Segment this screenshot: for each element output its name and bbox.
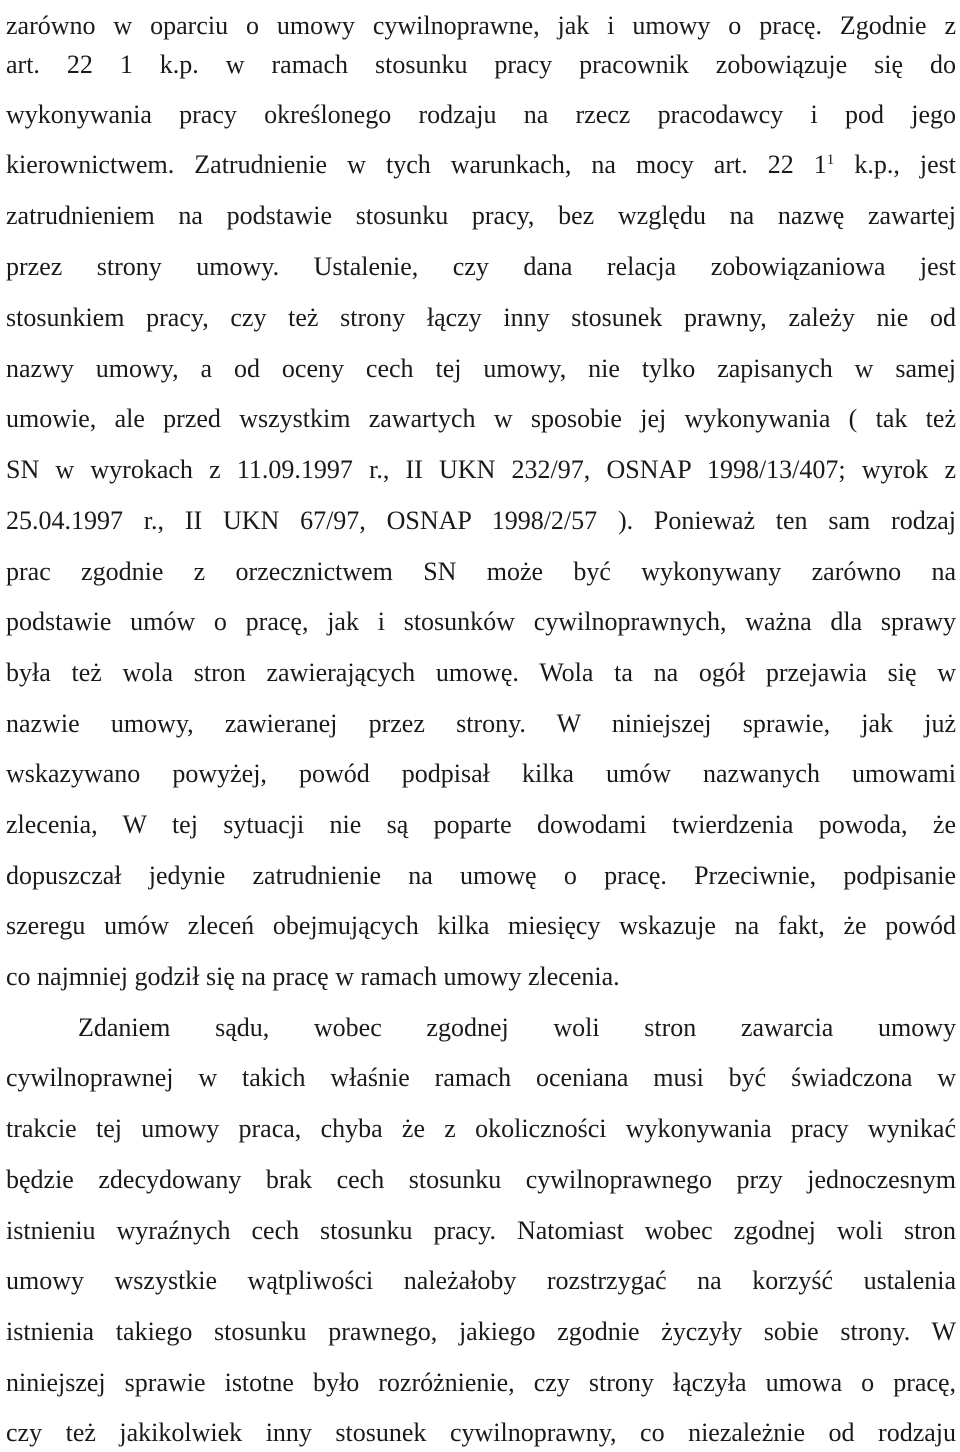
text-line: 25.04.1997 r., II UKN 67/97, OSNAP 1998/2/57 ). Ponieważ ten sam rodzaj: [6, 506, 956, 535]
text-line: czy też jakikolwiek inny stosunek cywilnoprawny, co niezależnie od rodzaju: [6, 1418, 956, 1447]
text-line-with-superscript: [6, 147, 956, 183]
document-page: [6, 0, 956, 1452]
text-line: wykonywania pracy określonego rodzaju na rzecz pracodawcy i pod jego: [6, 100, 956, 129]
text-line: nazwy umowy, a od oceny cech tej umowy, nie tylko zapisanych w samej: [6, 354, 956, 383]
text-line: była też wola stron zawierających umowę. Wola ta na ogół przejawia się w: [6, 658, 956, 687]
text-line: zlecenia, W tej sytuacji nie są poparte dowodami twierdzenia powoda, że: [6, 810, 956, 839]
text-segment: k.p., jest: [834, 150, 956, 179]
text-line: art. 22 1 k.p. w ramach stosunku pracy pracownik zobowiązuje się do: [6, 50, 956, 79]
text-line: dopuszczał jedynie zatrudnienie na umowę o pracę. Przeciwnie, podpisanie: [6, 861, 956, 890]
text-line: wskazywano powyżej, powód podpisał kilka umów nazwanych umowami: [6, 759, 956, 788]
text-line: przez strony umowy. Ustalenie, czy dana relacja zobowiązaniowa jest: [6, 252, 956, 281]
text-line: będzie zdecydowany brak cech stosunku cywilnoprawnego przy jednoczesnym: [6, 1165, 956, 1194]
text-segment: kierownictwem. Zatrudnienie w tych warunkach, na mocy art. 22 1: [6, 150, 827, 179]
text-line: umowy wszystkie wątpliwości należałoby rozstrzygać na korzyść ustalenia: [6, 1266, 956, 1295]
text-line: umowie, ale przed wszystkim zawartych w sposobie jej wykonywania ( tak też: [6, 404, 956, 433]
text-line: cywilnoprawnej w takich właśnie ramach oceniana musi być świadczona w: [6, 1063, 956, 1092]
superscript: 1: [826, 152, 835, 168]
text-line: podstawie umów o pracę, jak i stosunków cywilnoprawnych, ważna dla sprawy: [6, 607, 956, 636]
text-line: istnienia takiego stosunku prawnego, jakiego zgodnie życzyły sobie strony. W: [6, 1317, 956, 1346]
text-line: szeregu umów zleceń obejmujących kilka miesięcy wskazuje na fakt, że powód: [6, 911, 956, 940]
text-line: nazwie umowy, zawieranej przez strony. W niniejszej sprawie, jak już: [6, 709, 956, 738]
text-line: zarówno w oparciu o umowy cywilnoprawne, jak i umowy o pracę. Zgodnie z: [6, 11, 956, 40]
text-line: stosunkiem pracy, czy też strony łączy inny stosunek prawny, zależy nie od: [6, 303, 956, 332]
text-line: niniejszej sprawie istotne było rozróżnienie, czy strony łączyła umowa o pracę,: [6, 1368, 956, 1397]
text-line: trakcie tej umowy praca, chyba że z okoliczności wykonywania pracy wynikać: [6, 1114, 956, 1143]
text-line: SN w wyrokach z 11.09.1997 r., II UKN 232/97, OSNAP 1998/13/407; wyrok z: [6, 455, 956, 484]
text-line: istnieniu wyraźnych cech stosunku pracy. Natomiast wobec zgodnej woli stron: [6, 1216, 956, 1245]
paragraph-first-line: Zdaniem sądu, wobec zgodnej woli stron zawarcia umowy: [78, 1013, 956, 1042]
text-line: zatrudnieniem na podstawie stosunku pracy, bez względu na nazwę zawartej: [6, 201, 956, 230]
text-line: co najmniej godził się na pracę w ramach umowy zlecenia.: [6, 962, 620, 991]
text-line: prac zgodnie z orzecznictwem SN może być wykonywany zarówno na: [6, 557, 956, 586]
